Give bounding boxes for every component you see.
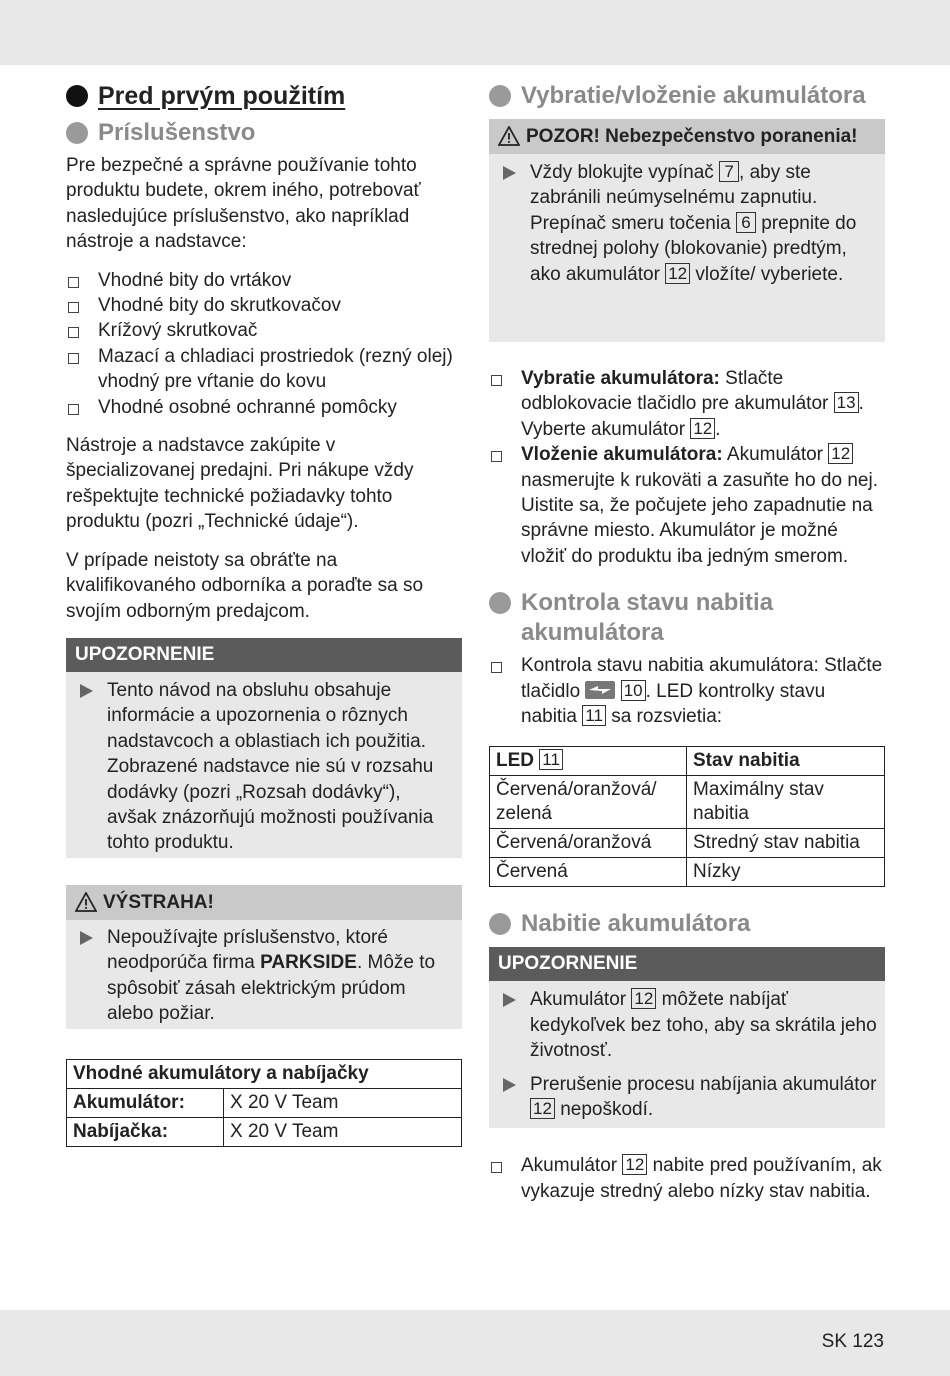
subheading-charging: Nabitie akumulátora [489, 909, 885, 939]
checkbox-square-icon [491, 1162, 502, 1173]
table-cell-led: Červená/oranžová/ zelená [490, 776, 687, 829]
charge-check-list [489, 653, 885, 729]
subheading-charge-check: Kontrola stavu nabitia akumulátora [489, 588, 885, 648]
caution-item: Vždy blokujte vypínač 7 , aby ste zabránili neúmyselnému zapnutiu. Prepínač smeru točenia 6 prepnite do strednej polohy (blokovanie) predtým, ako akumulátor 12 vložíte/ vyberiete. [497, 160, 877, 287]
checkbox-square-icon [68, 404, 79, 415]
note-box [489, 947, 885, 1128]
warning-box [66, 885, 462, 1029]
arrow-right-icon [80, 931, 93, 945]
list-item: Krížový skrutkovač [66, 318, 462, 343]
part-number: 6 [736, 212, 756, 233]
table-row [490, 776, 885, 829]
checkbox-square-icon [68, 327, 79, 338]
bullet-dot-icon [489, 85, 511, 107]
charging-list [489, 1153, 885, 1204]
table-cell-state: Nízky [687, 858, 885, 887]
table-header-led: LED 11 [490, 747, 687, 776]
table-cell-led: Červená [490, 858, 687, 887]
list-item: Vhodné osobné ochranné pomôcky [66, 395, 462, 420]
checkbox-square-icon [491, 662, 502, 673]
subheading-accessories: Príslušenstvo [66, 118, 462, 148]
part-number: 12 [690, 418, 715, 439]
note-box [66, 638, 462, 858]
list-item: Vybratie akumulátora: Stlačte odblokovacie tlačidlo pre akumulátor 13 . Vyberte akumulátor 12 . [489, 366, 885, 442]
checkbox-square-icon [68, 277, 79, 288]
list-item: Vhodné bity do vrtákov [66, 268, 462, 293]
warning-triangle-icon [75, 892, 97, 912]
warning-item: Nepoužívajte príslušenstvo, ktoré neodporúča firma PARKSIDE. Môže to spôsobiť zásah elektrickým prúdom alebo požiar. [74, 925, 454, 1027]
table-cell-led: Červená/oranžová [490, 829, 687, 858]
checkbox-square-icon [491, 375, 502, 386]
list-item: Vloženie akumulátora: Akumulátor 12 nasmerujte k rukoväti a zasuňte ho do nej. Uistite sa, že počujete jeho zapadnutie na správne miesto. Akumulátor je možné vložiť do produktu iba jedným smerom. [489, 442, 885, 569]
table-row [67, 1117, 462, 1146]
list-item: Mazací a chladiaci prostriedok (rezný olej) vhodný pre vŕtanie do kovu [66, 344, 462, 395]
part-number: 12 [828, 443, 853, 464]
purchase-paragraph: Nástroje a nadstavce zakúpite v špecializovanej predajni. Pri nákupe vždy rešpektujte technické požiadavky tohto produktu (pozri „Technické údaje“). [66, 435, 414, 533]
part-number: 12 [665, 263, 690, 284]
list-item: Akumulátor 12 nabite pred používaním, ak vykazuje stredný alebo nízky stav nabitia. [489, 1153, 885, 1204]
left-column [66, 80, 462, 1147]
table-cell-state: Maximálny stav nabitia [687, 776, 885, 829]
bullet-dot-icon [66, 85, 88, 107]
table-row [67, 1088, 462, 1117]
note-title: UPOZORNENIE [66, 638, 462, 672]
bottom-band [0, 1310, 950, 1376]
list-item: Kontrola stavu nabitia akumulátora: Stlačte tlačidlo 10 . LED kontrolky stavu nabitia 11 sa rozsvietia: [489, 653, 885, 729]
table-header: Vhodné akumulátory a nabíjačky [67, 1059, 462, 1088]
table-cell-value: X 20 V Team [224, 1088, 462, 1117]
arrow-right-icon [503, 993, 516, 1007]
table-row [490, 747, 885, 776]
charge-button-icon [585, 681, 615, 699]
part-number: 7 [719, 161, 739, 182]
table-row [490, 858, 885, 887]
part-number: 13 [834, 392, 859, 413]
part-number: 12 [530, 1098, 555, 1119]
accessories-list [66, 268, 462, 420]
table-cell-state: Stredný stav nabitia [687, 829, 885, 858]
accessories-intro: Pre bezpečné a správne používanie tohto produktu budete, okrem iného, potrebovať nasledujúce príslušenstvo, ako napríklad nástroje a nadstavce: [66, 155, 421, 253]
section-heading-first-use: Pred prvým použitím [66, 81, 462, 111]
part-number: 11 [582, 705, 606, 726]
part-number: 11 [539, 749, 563, 770]
arrow-right-icon [80, 684, 93, 698]
checkbox-square-icon [68, 353, 79, 364]
caution-box [489, 119, 885, 342]
bullet-dot-icon [66, 122, 88, 144]
brand-name: PARKSIDE [260, 952, 357, 974]
table-cell-value: X 20 V Team [224, 1117, 462, 1146]
table-header-state: Stav nabitia [687, 747, 885, 776]
table-cell-label: Nabíjačka: [67, 1117, 224, 1146]
bullet-dot-icon [489, 913, 511, 935]
battery-steps-list [489, 366, 885, 569]
subheading-remove-insert-battery: Vybratie/vloženie akumulátora [489, 81, 885, 111]
compatible-batteries-table [66, 1059, 462, 1147]
part-number: 10 [621, 680, 646, 701]
checkbox-square-icon [491, 451, 502, 462]
checkbox-square-icon [68, 302, 79, 313]
arrow-right-icon [503, 1078, 516, 1092]
top-band [0, 0, 950, 65]
page-number: SK 123 [821, 1331, 884, 1352]
table-row [67, 1059, 462, 1088]
advice-paragraph: V prípade neistoty sa obráťte na kvalifikovaného odborníka a poraďte sa so svojím odborným predajcom. [66, 549, 424, 622]
list-item: Vhodné bity do skrutkovačov [66, 293, 462, 318]
table-cell-label: Akumulátor: [67, 1088, 224, 1117]
part-number: 12 [631, 988, 656, 1009]
warning-triangle-icon [498, 126, 520, 146]
arrow-right-icon [503, 166, 516, 180]
note-item: Prerušenie procesu nabíjania akumulátor 12 nepoškodí. [497, 1072, 877, 1123]
part-number: 12 [622, 1154, 647, 1175]
warning-title: VÝSTRAHA! [66, 885, 462, 920]
caution-title: POZOR! Nebezpečenstvo poranenia! [489, 119, 885, 154]
bullet-dot-icon [489, 592, 511, 614]
led-status-table [489, 746, 885, 887]
note-title: UPOZORNENIE [489, 947, 885, 981]
note-item: Tento návod na obsluhu obsahuje informácie a upozornenia o rôznych nadstavcoch a oblastiach ich použitia. Zobrazené nadstavce nie sú v rozsahu dodávky (pozri „Rozsah dodávky“), avšak znázorňujú možnosti používania tohto produktu. [74, 678, 454, 856]
table-row [490, 829, 885, 858]
note-item: Akumulátor 12 môžete nabíjať kedykoľvek bez toho, aby sa skrátila jeho životnosť. [497, 987, 877, 1063]
right-column [489, 80, 885, 1204]
